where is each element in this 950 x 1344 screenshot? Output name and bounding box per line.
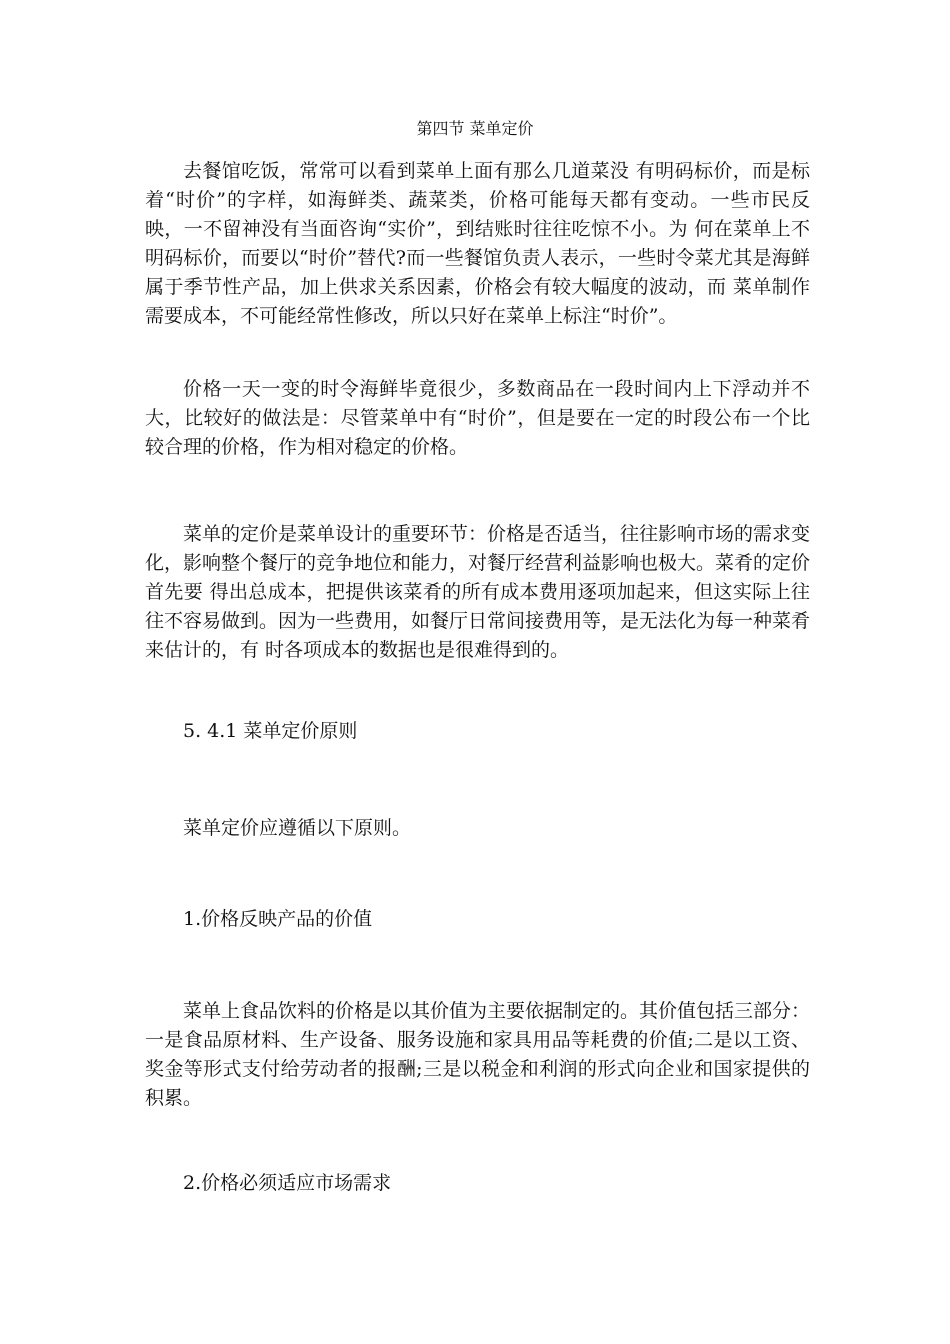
section-heading: 5. 4.1 菜单定价原则: [183, 720, 358, 742]
principle-1-heading: 1.价格反映产品的价值: [183, 908, 373, 930]
paragraph-pricing-importance: 菜单的定价是菜单设计的重要环节：价格是否适当，往往影响市场的需求变化，影响整个餐厅的竞争地位和能力，对餐厅经营利益影响也极大。菜肴的定价首先要 得出总成本，把提供该菜肴的所有成本费用逐项加起来，但这实际上往往不容易做到。因为一些费用，如餐厅日常间接费用等，是无法化为每一种菜肴来估计的，有 时各项成本的数据也是很难得到的。: [145, 523, 811, 661]
page-title: 第四节 菜单定价: [416, 119, 534, 138]
paragraph-market-price: 去餐馆吃饭，常常可以看到菜单上面有那么几道菜没 有明码标价，而是标着“时价”的字样，如海鲜类、蔬菜类，价格可能每天都有变动。一些市民反映，一不留神没有当面咨询“实价”，到结账时往往吃惊不小。为 何在菜单上不明码标价，而要以“时价”替代?而一些餐馆负责人表示，一些时令菜尤其是海鲜属于季节性产品，加上供求关系因素，价格会有较大幅度的波动，而 菜单制作需要成本，不可能经常性修改，所以只好在菜单上标注“时价”。: [145, 160, 810, 327]
principle-2-heading: 2.价格必须适应市场需求: [183, 1172, 392, 1194]
paragraph-price-value: 菜单上食品饮料的价格是以其价值为主要依据制定的。其价值包括三部分：一是食品原材料、生产设备、服务设施和家具用品等耗费的价值;二是以工资、奖金等形式支付给劳动者的报酬;三是以税金和利润的形式向企业和国家提供的积累。: [145, 1000, 811, 1109]
intro-line: 菜单定价应遵循以下原则。: [183, 817, 412, 839]
paragraph-stable-price: 价格一天一变的时令海鲜毕竟很少，多数商品在一段时间内上下浮动并不大，比较好的做法是：尽管菜单中有“时价”，但是要在一定的时段公布一个比较合理的价格，作为相对稳定的价格。: [145, 378, 810, 458]
